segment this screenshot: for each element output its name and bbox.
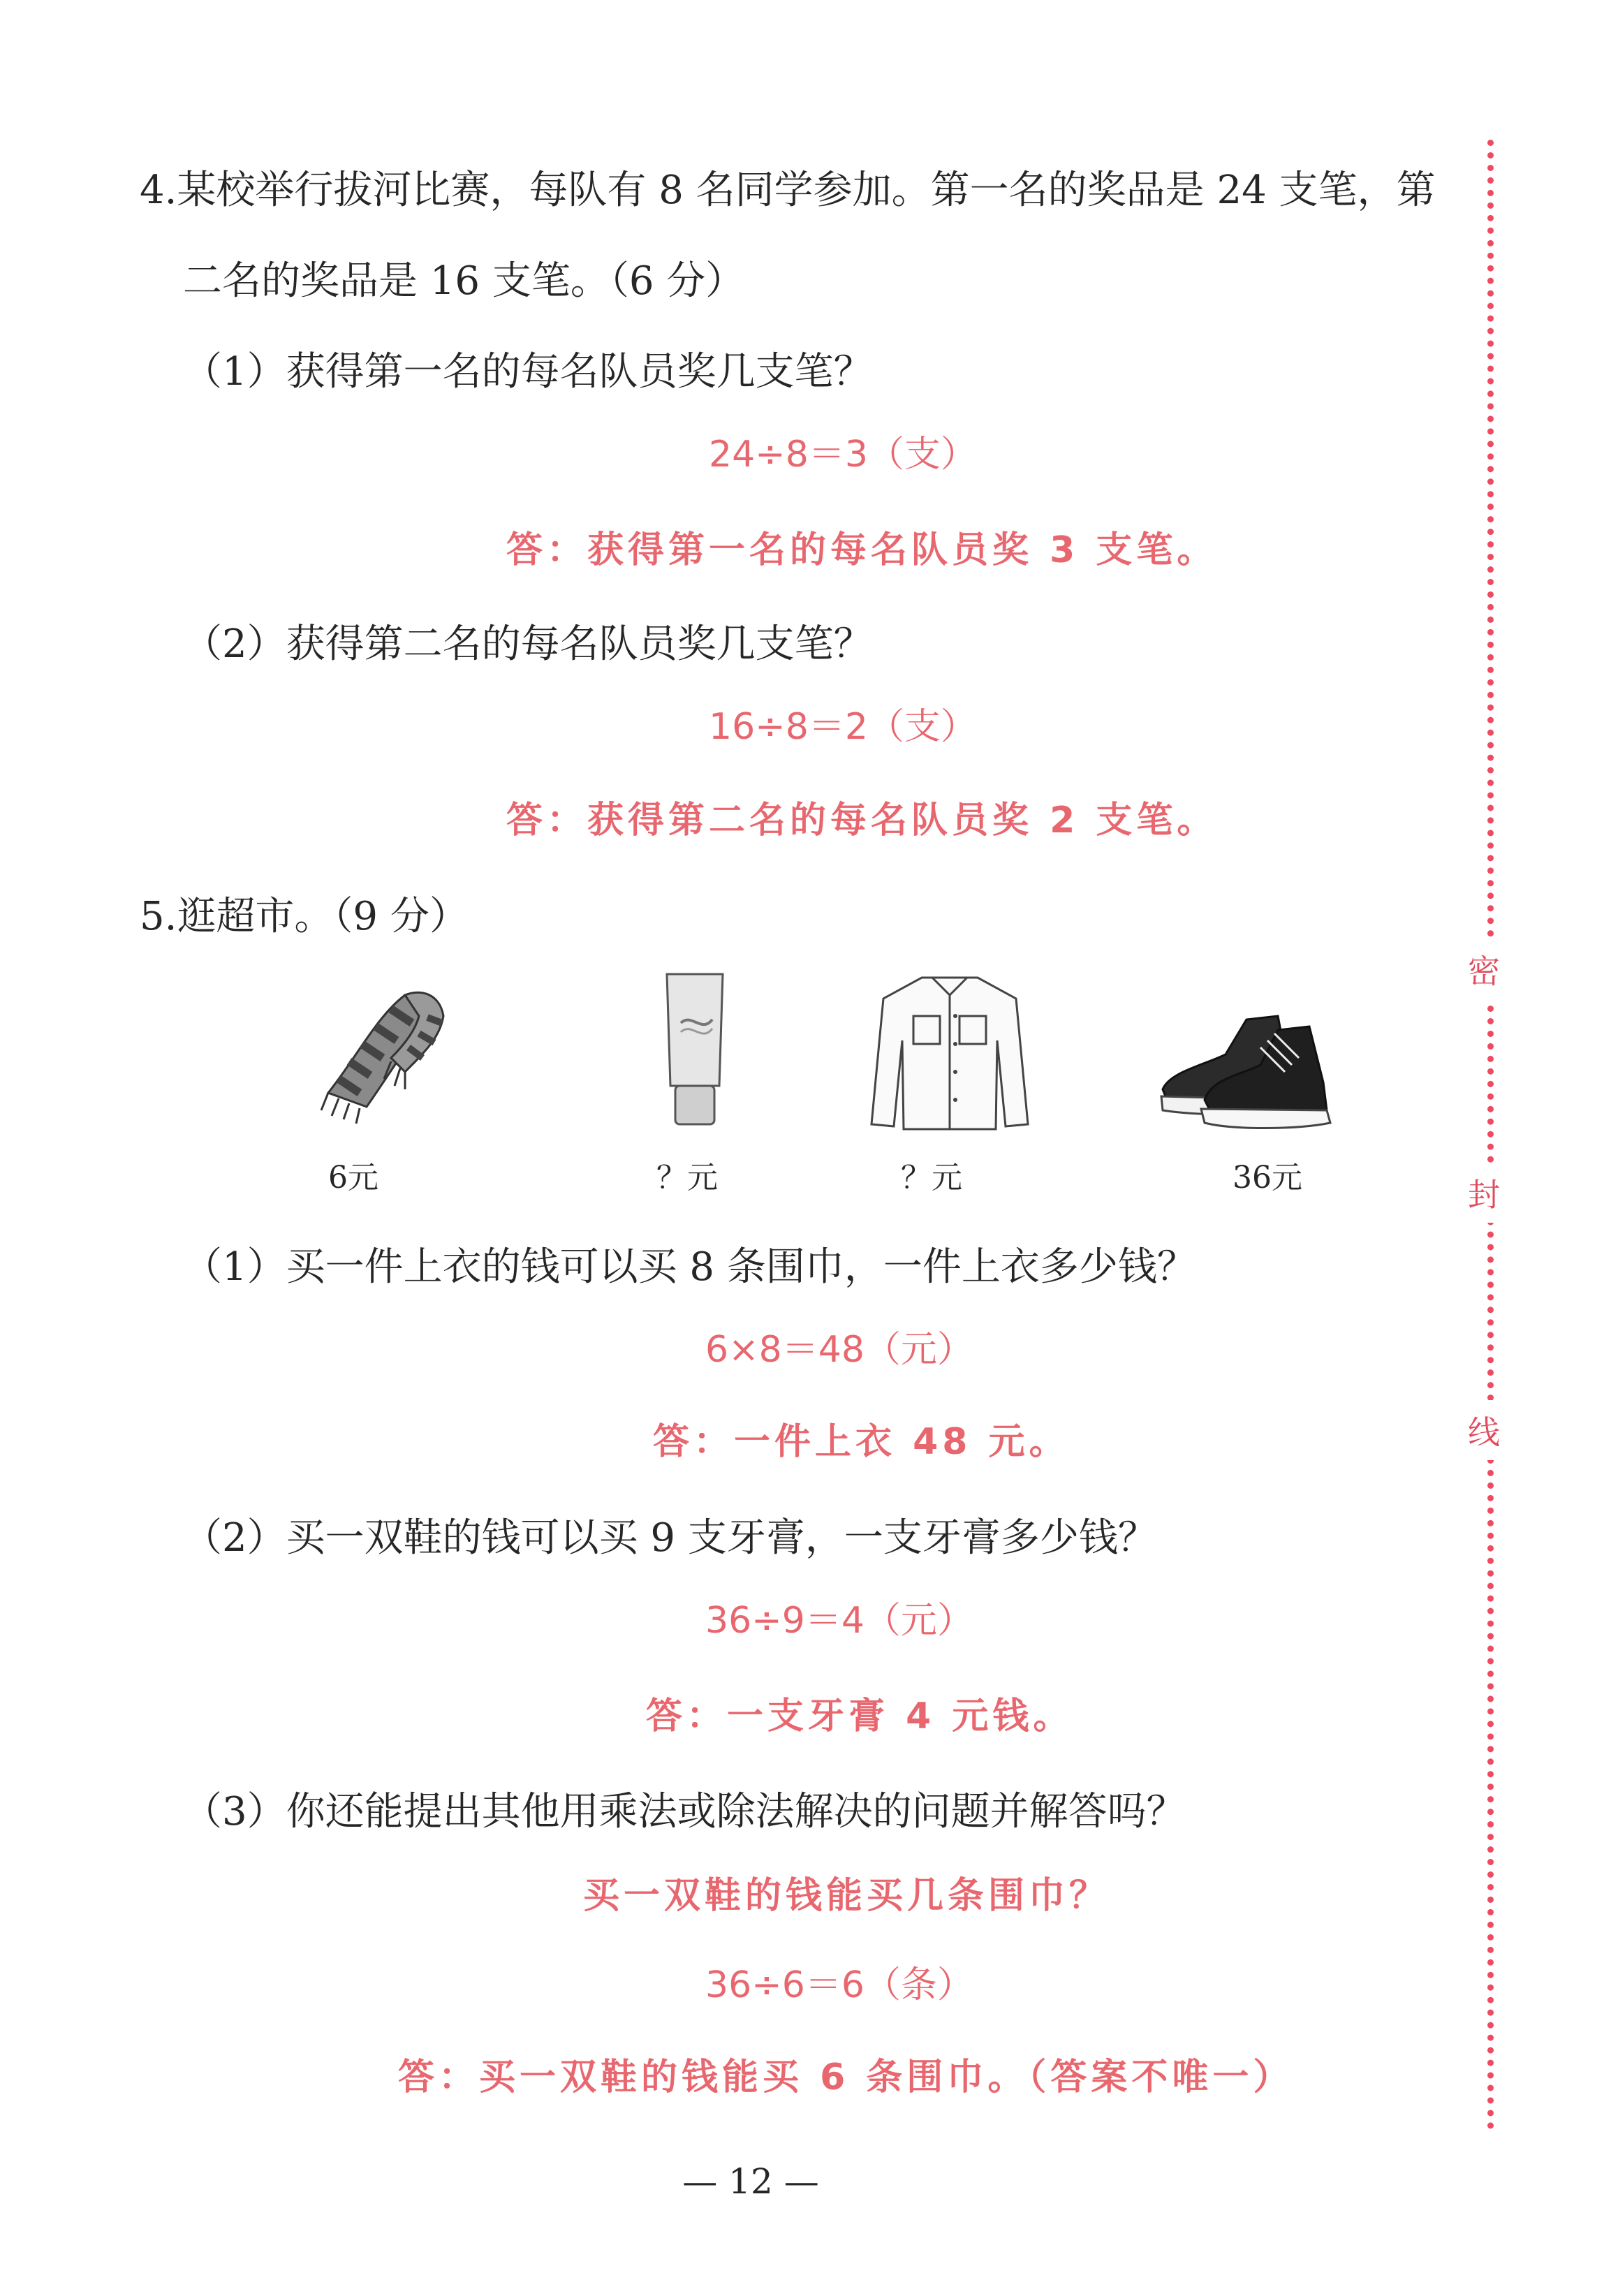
q5-sub3-equation: 36÷6＝6（条） <box>705 1964 973 2006</box>
toothpaste-price: ？元 <box>656 1160 718 1195</box>
q4-sub2-question: （2）获得第二名的每名队员奖几支笔？ <box>183 621 873 667</box>
q5-sub3-question: （3）你还能提出其他用乘法或除法解决的问题并解答吗？ <box>183 1789 1186 1834</box>
q5-sub2-question: （2）买一双鞋的钱可以买 9 支牙膏，一支牙膏多少钱？ <box>183 1515 1157 1561</box>
q4-sub2-answer: 答：获得第二名的每名队员奖 2 支笔。 <box>506 800 1218 841</box>
q4-stem-line1: 4.某校举行拔河比赛，每队有 8 名同学参加。第一名的奖品是 24 支笔，第 <box>140 168 1436 213</box>
binding-label-line: 线 <box>1459 1400 1508 1460</box>
toothpaste-icon <box>660 971 730 1131</box>
q5-sub3-answer: 答：买一双鞋的钱能买 6 条围巾。（答案不唯一） <box>398 2056 1294 2098</box>
q5-sub1-equation: 6×8＝48（元） <box>705 1329 973 1371</box>
scarf-icon <box>300 974 454 1128</box>
q5-sub2-answer: 答：一支牙膏 4 元钱。 <box>646 1695 1074 1737</box>
q5-sub2-equation: 36÷9＝4（元） <box>705 1600 973 1642</box>
sneakers-icon <box>1156 1006 1365 1131</box>
q4-stem-line2: 二名的奖品是 16 支笔。（6 分） <box>183 258 745 304</box>
binding-label-close: 封 <box>1459 1163 1508 1223</box>
q5-title: 5.逛超市。（9 分） <box>140 894 469 939</box>
q4-sub1-question: （1）获得第一名的每名队员奖几支笔？ <box>183 349 873 395</box>
shirt-price: ？元 <box>901 1160 962 1195</box>
q5-sub3-new-question: 买一双鞋的钱能买几条围巾？ <box>583 1875 1110 1917</box>
q5-sub1-answer: 答：一件上衣 48 元。 <box>653 1421 1070 1463</box>
q4-sub2-equation: 16÷8＝2（支） <box>709 706 977 748</box>
page-number: — 12 — <box>682 2161 819 2202</box>
shirt-icon <box>866 967 1033 1135</box>
binding-dotted-line <box>1479 140 1494 2130</box>
q5-sub1-question: （1）买一件上衣的钱可以买 8 条围巾，一件上衣多少钱？ <box>183 1244 1196 1290</box>
binding-label-seal: 密 <box>1459 939 1508 999</box>
q4-sub1-equation: 24÷8＝3（支） <box>709 434 977 476</box>
sneakers-price: 36元 <box>1233 1160 1302 1195</box>
q4-sub1-answer: 答：获得第一名的每名队员奖 3 支笔。 <box>506 529 1218 571</box>
scarf-price: 6元 <box>328 1160 378 1195</box>
